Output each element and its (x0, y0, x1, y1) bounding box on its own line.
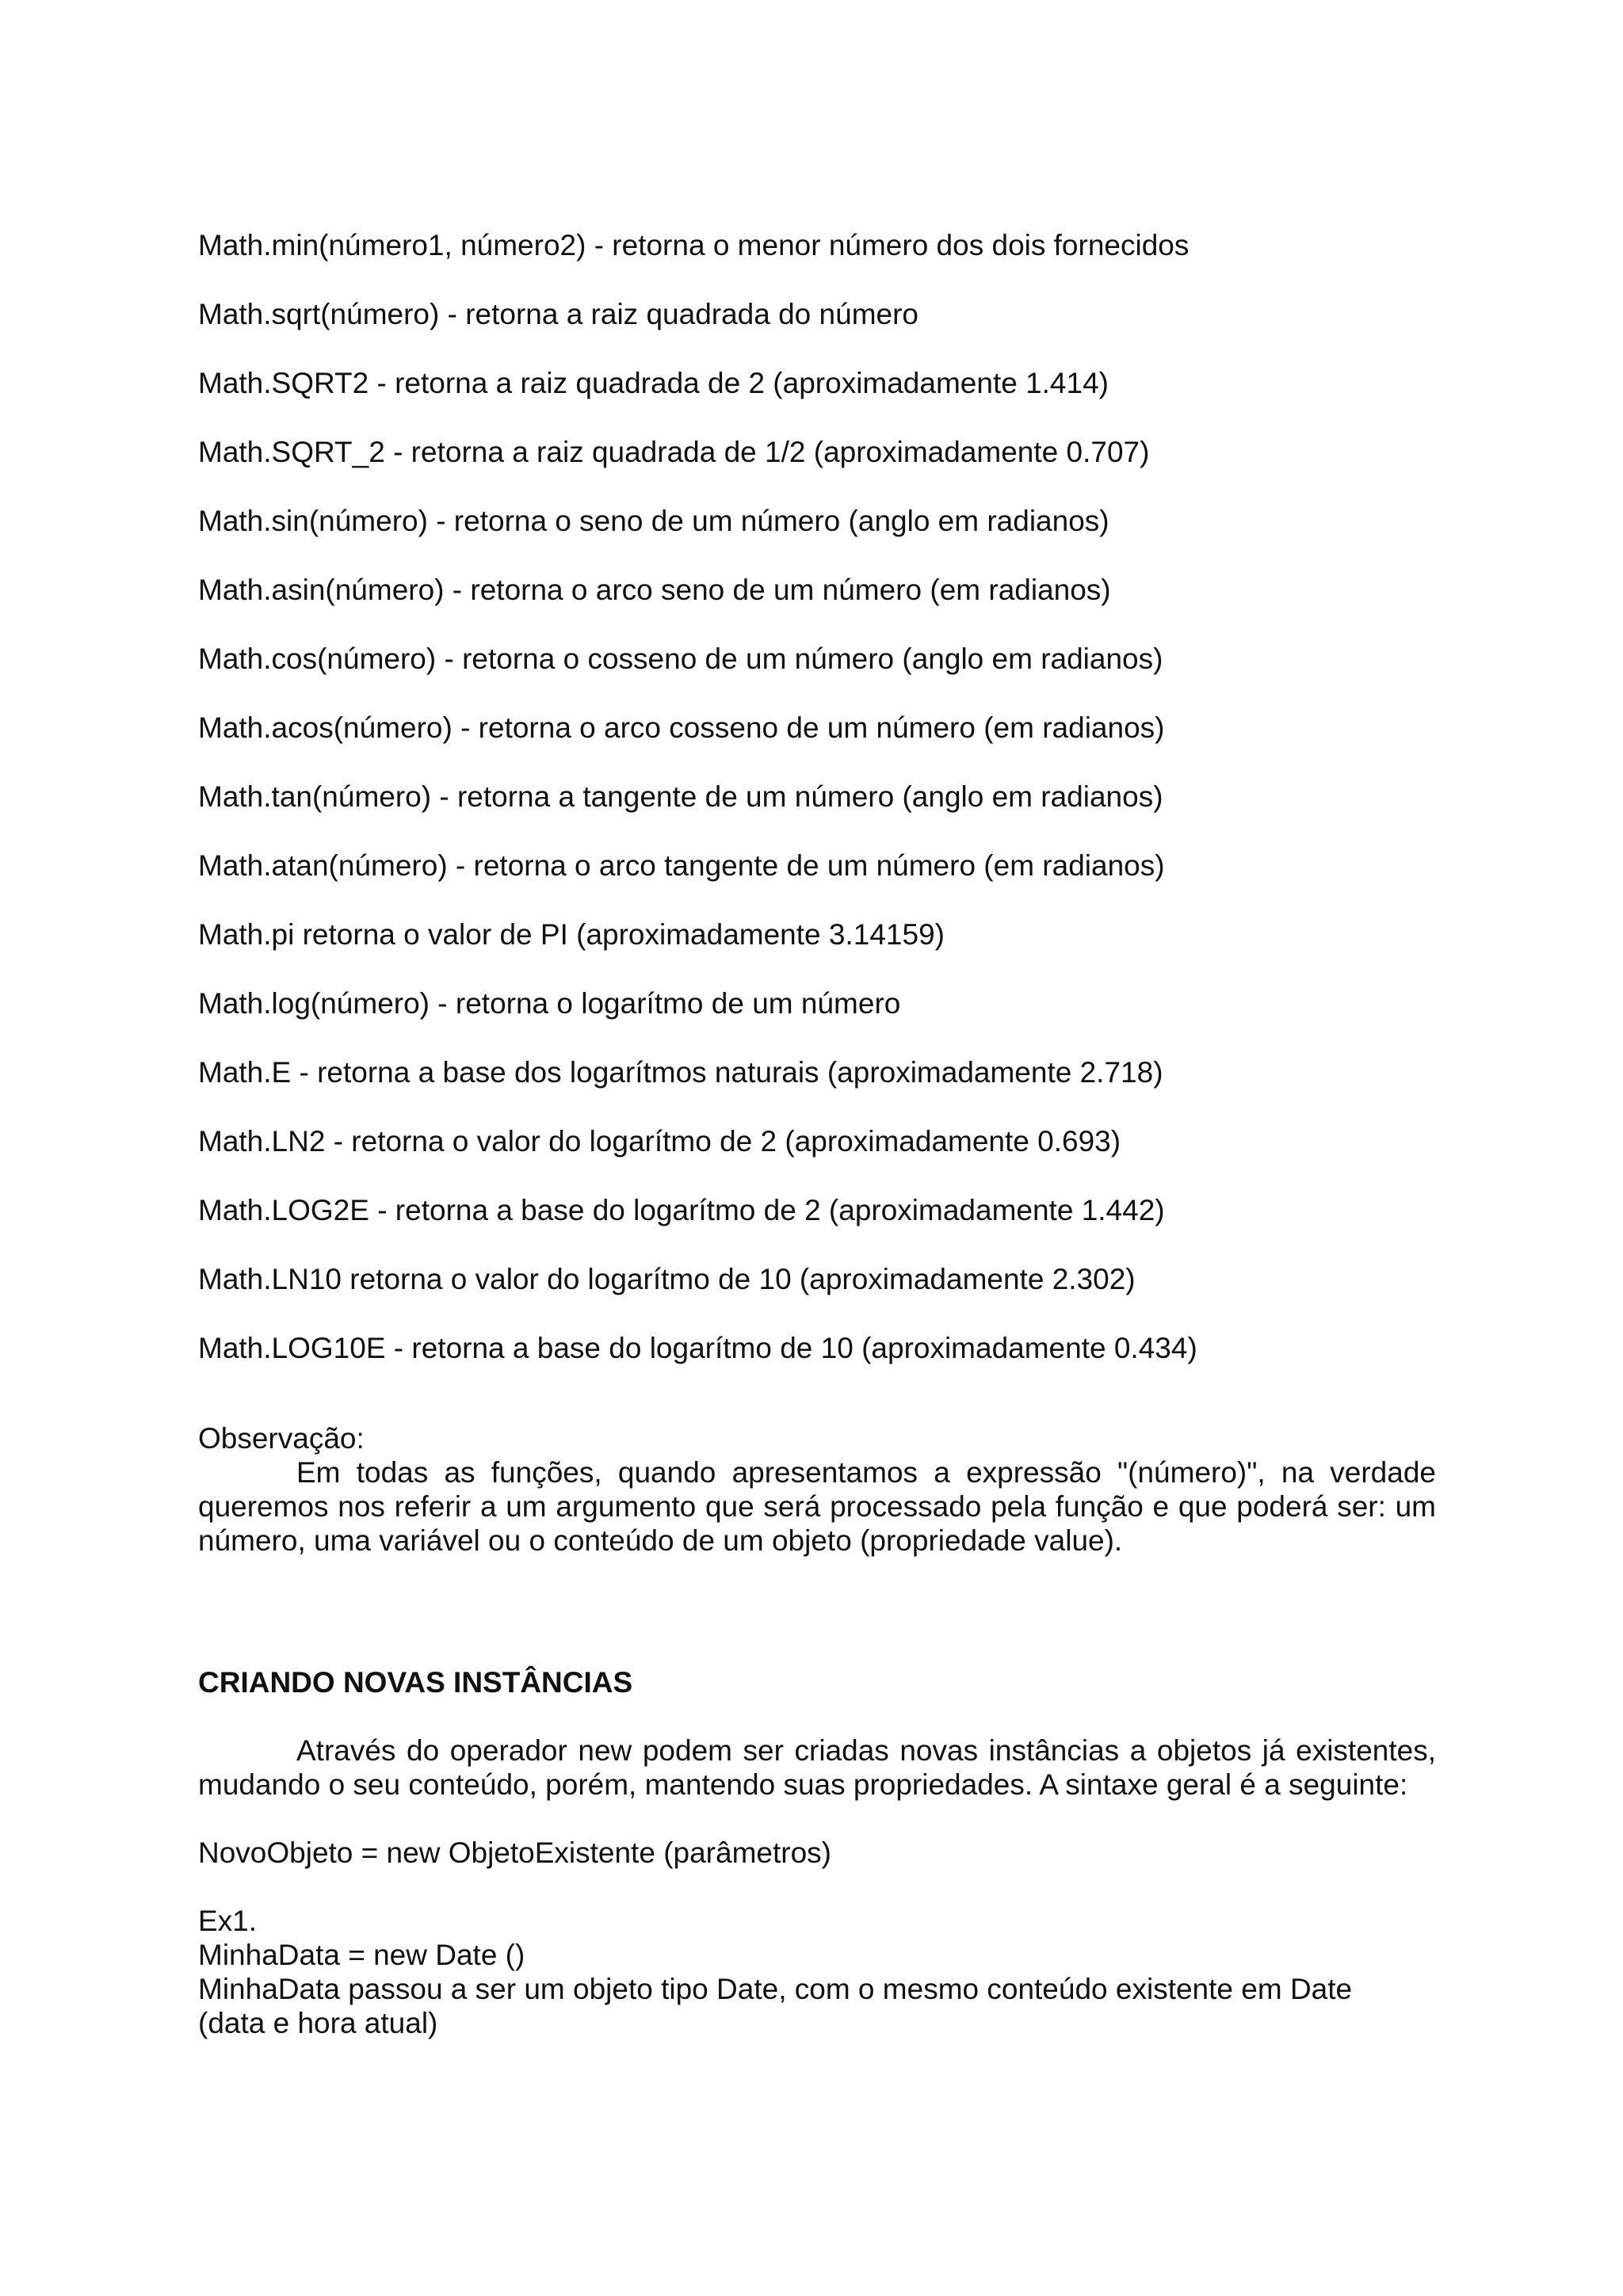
observation-text: Em todas as funções, quando apresentamos a expressão "(número)", na verdade queremos nos referir a um argumento que será processado pela função e que poderá ser: um número, uma variável ou o conteúdo de um objeto (propriedade value). (198, 1456, 1436, 1557)
math-method-asin: Math.asin(número) - retorna o arco seno de um número (em radianos) (198, 574, 1111, 606)
math-method-min: Math.min(número1, número2) - retorna o menor número dos dois fornecidos (198, 229, 1190, 261)
observation-block (198, 1421, 1436, 1558)
math-constant-sqrt2: Math.SQRT2 - retorna a raiz quadrada de 2 (aproximadamente 1.414) (198, 367, 1109, 399)
example-explanation-line1: MinhaData passou a ser um objeto tipo Date, com o mesmo conteúdo existente em Date (198, 1973, 1353, 2005)
math-method-cos: Math.cos(número) - retorna o cosseno de um número (anglo em radianos) (198, 643, 1163, 675)
math-method-tan: Math.tan(número) - retorna a tangente de um número (anglo em radianos) (198, 780, 1163, 813)
math-methods-list (198, 228, 1436, 1365)
section-heading: CRIANDO NOVAS INSTÂNCIAS (198, 1666, 633, 1699)
math-method-atan: Math.atan(número) - retorna o arco tangente de um número (em radianos) (198, 849, 1165, 882)
example-explanation-line2: (data e hora atual) (198, 2007, 438, 2039)
math-constant-ln10: Math.LN10 retorna o valor do logarítmo de 10 (aproximadamente 2.302) (198, 1263, 1136, 1295)
example-label: Ex1. (198, 1905, 258, 1937)
example-code: MinhaData = new Date () (198, 1939, 525, 1971)
math-constant-log10e: Math.LOG10E - retorna a base do logarítmo de 10 (aproximadamente 0.434) (198, 1332, 1197, 1364)
math-constant-e: Math.E - retorna a base dos logarítmos naturais (aproximadamente 2.718) (198, 1056, 1163, 1089)
math-constant-pi: Math.pi retorna o valor de PI (aproximadamente 3.14159) (198, 918, 945, 951)
math-constant-ln2: Math.LN2 - retorna o valor do logarítmo de 2 (aproximadamente 0.693) (198, 1125, 1121, 1158)
math-constant-sqrt-half: Math.SQRT_2 - retorna a raiz quadrada de 1/2 (aproximadamente 0.707) (198, 436, 1150, 468)
section-paragraph: Através do operador new podem ser criadas novas instâncias a objetos já existentes, mudando o seu conteúdo, porém, mantendo suas propriedades. A sintaxe geral é a seguinte: (198, 1734, 1436, 1801)
math-method-sin: Math.sin(número) - retorna o seno de um número (anglo em radianos) (198, 505, 1109, 537)
math-constant-log2e: Math.LOG2E - retorna a base do logarítmo de 2 (aproximadamente 1.442) (198, 1194, 1165, 1226)
math-method-sqrt: Math.sqrt(número) - retorna a raiz quadrada do número (198, 298, 918, 330)
math-method-acos: Math.acos(número) - retorna o arco cosseno de um número (em radianos) (198, 711, 1165, 744)
math-method-log: Math.log(número) - retorna o logarítmo de um número (198, 987, 901, 1020)
syntax-line: NovoObjeto = new ObjetoExistente (parâmetros) (198, 1836, 831, 1869)
page-content (198, 228, 1436, 2040)
example-block (198, 1904, 1436, 2040)
observation-title: Observação: (198, 1422, 365, 1455)
